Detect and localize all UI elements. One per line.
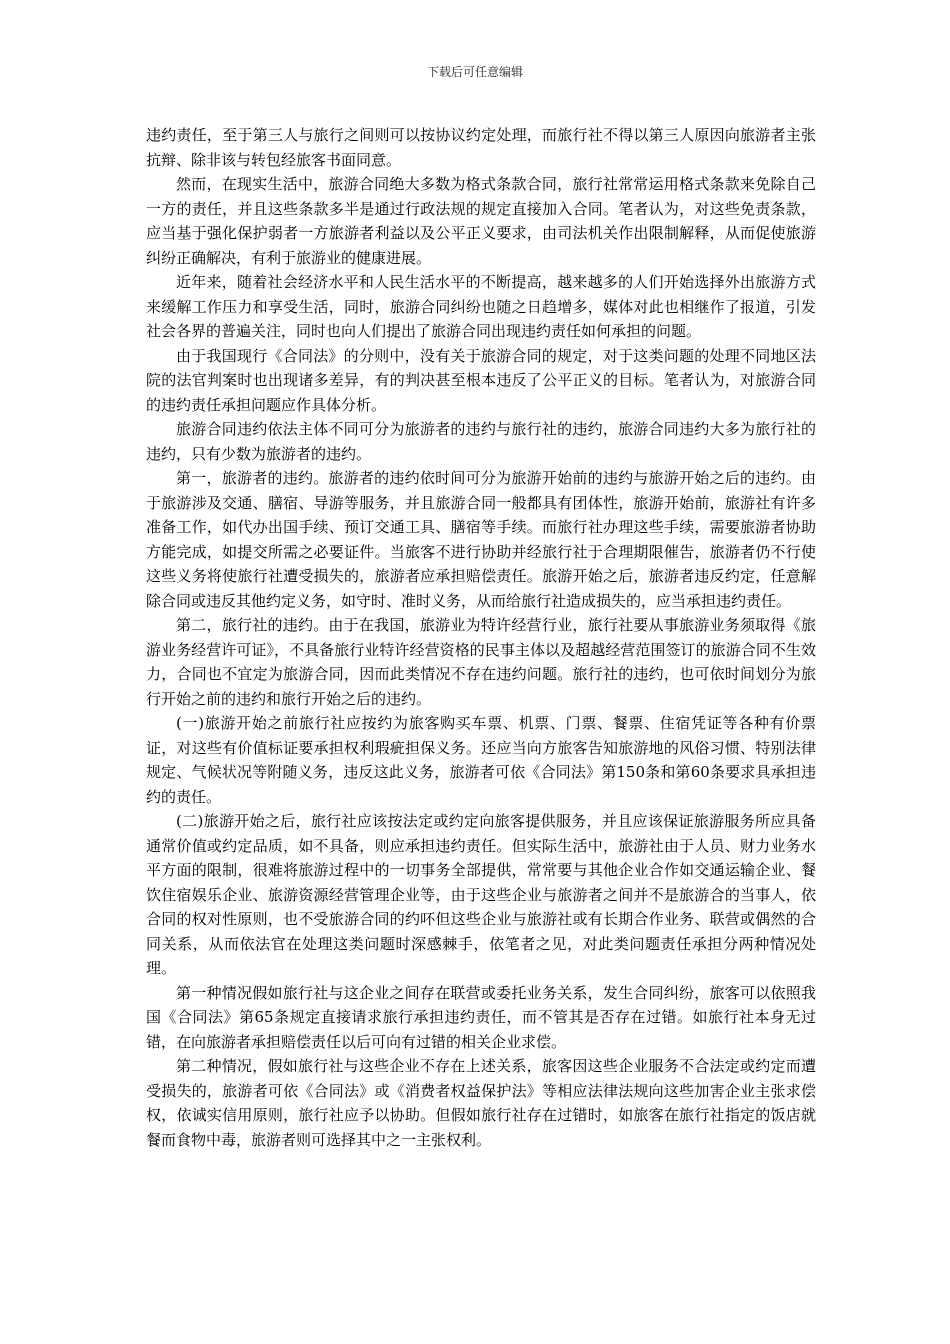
paragraph: (二)旅游开始之后，旅行社应该按法定或约定向旅客提供服务，并且应该保证旅游服务所应具备通常价值或约定品质，如不具备，则应承担违约责任。但实际生活中，旅游社由于人员、财力业务水平方面的限制，很难将旅游过程中的一切事务全部提供，常常要与其他企业合作如交通运输企业、餐饮住宿娱乐企业、旅游资源经营管理企业等，由于这些企业与旅游者之间并不是旅游合的当事人，依合同的权对性原则，也不受旅游合同的约吥但这些企业与旅游社或有长期合作业务、联营或偶然的合同关系，从而依法官在处理这类问题时深感棘手，依笔者之见，对此类问题责任承担分两种情况处理。: [146, 812, 816, 977]
paragraph: 然而，在现实生活中，旅游合同绝大多数为格式条款合同，旅行社常常运用格式条款来免除自己一方的责任，并且这些条款多半是通过行政法规的规定直接加入合同。笔者认为，对这些免责条款，应当基于强化保护弱者一方旅游者利益以及公平正义要求，由司法机关作出限制解释，从而促使旅游纠纷正确解决，有利于旅游业的健康进展。: [146, 175, 816, 267]
paragraph: 第一，旅游者的违约。旅游者的违约依时间可分为旅游开始前的违约与旅游开始之后的违约。由于旅游涉及交通、膳宿、导游等服务，并且旅游合同一般都具有团体性，旅游开始前，旅游社有许多准备工作，如代办出国手续、预订交通工具、膳宿等手续。而旅行社办理这些手续，需要旅游者协助方能完成，如提交所需之必要证件。当旅客不进行协助并经旅行社于合理期限催告，旅游者仍不行使这些义务将使旅行社遭受损失的，旅游者应承担赔偿责任。旅游开始之后，旅游者违反约定，任意解除合同或违反其他约定义务，如守时、准时义务，从而给旅行社造成损失的，应当承担违约责任。: [146, 469, 816, 610]
paragraph: 第二，旅行社的违约。由于在我国，旅游业为特许经营行业，旅行社要从事旅游业务须取得《旅游业务经营许可证》，不具备旅行业特许经营资格的民事主体以及超越经营范围签订的旅游合同不生效力，合同也不宜定为旅游合同，因而此类情况不存在违约问题。旅行社的违约，也可依时间划分为旅行开始之前的违约和旅行开始之后的违约。: [146, 616, 816, 708]
paragraph: (一)旅游开始之前旅行社应按约为旅客购买车票、机票、门票、餐票、住宿凭证等各种有价票证，对这些有价值标证要承担权利瑕疵担保义务。还应当向方旅客告知旅游地的风俗习惯、特别法律规定、气候状况等附随义务，违反这此义务，旅游者可依《合同法》第150条和第60条要求具承担违约的责任。: [146, 714, 816, 806]
paragraph: 近年来，随着社会经济水平和人民生活水平的不断提高，越来越多的人们开始选择外出旅游方式来缓解工作压力和享受生活，同时，旅游合同纠纷也随之日趋增多，媒体对此也相继作了报道，引发社会各界的普遍关注，同时也向人们提出了旅游合同出现违约责任如何承担的问题。: [146, 273, 816, 340]
paragraph: 第一种情况假如旅行社与这企业之间存在联营或委托业务关系，发生合同纠纷，旅客可以依照我国《合同法》第65条规定直接请求旅行承担违约责任，而不管其是否存在过错。如旅行社本身无过错，在向旅游者承担赔偿责任以后可向有过错的相关企业求偿。: [146, 983, 816, 1051]
paragraph-continuation: 违约责任，至于第三人与旅行之间则可以按协议约定处理，而旅行社不得以第三人原因向旅游者主张抗辩、除非该与转包经旅客书面同意。: [146, 126, 816, 169]
paragraph: 旅游合同违约依法主体不同可分为旅游者的违约与旅行社的违约，旅游合同违约大多为旅行社的违约，只有少数为旅游者的违约。: [146, 420, 816, 463]
document-body: [146, 123, 816, 1152]
page-header-note: 下载后可任意编辑: [426, 65, 523, 79]
paragraph: 第二种情况，假如旅行社与这些企业不存在上述关系，旅客因这些企业服务不合法定或约定而遭受损失的，旅游者可依《合同法》或《消费者权益保护法》等相应法律法规向这些加害企业主张求偿权，依诚实信用原则，旅行社应予以协助。但假如旅行社存在过错时，如旅客在旅行社指定的饭店就餐而食物中毒，旅游者则可选择其中之一主张权利。: [146, 1057, 816, 1149]
paragraph: 由于我国现行《合同法》的分则中，没有关于旅游合同的规定，对于这类问题的处理不同地区法院的法官判案时也出现诸多差异，有的判决甚至根本违反了公平正义的目标。笔者认为，对旅游合同的违约责任承担问题应作具体分析。: [146, 346, 816, 414]
